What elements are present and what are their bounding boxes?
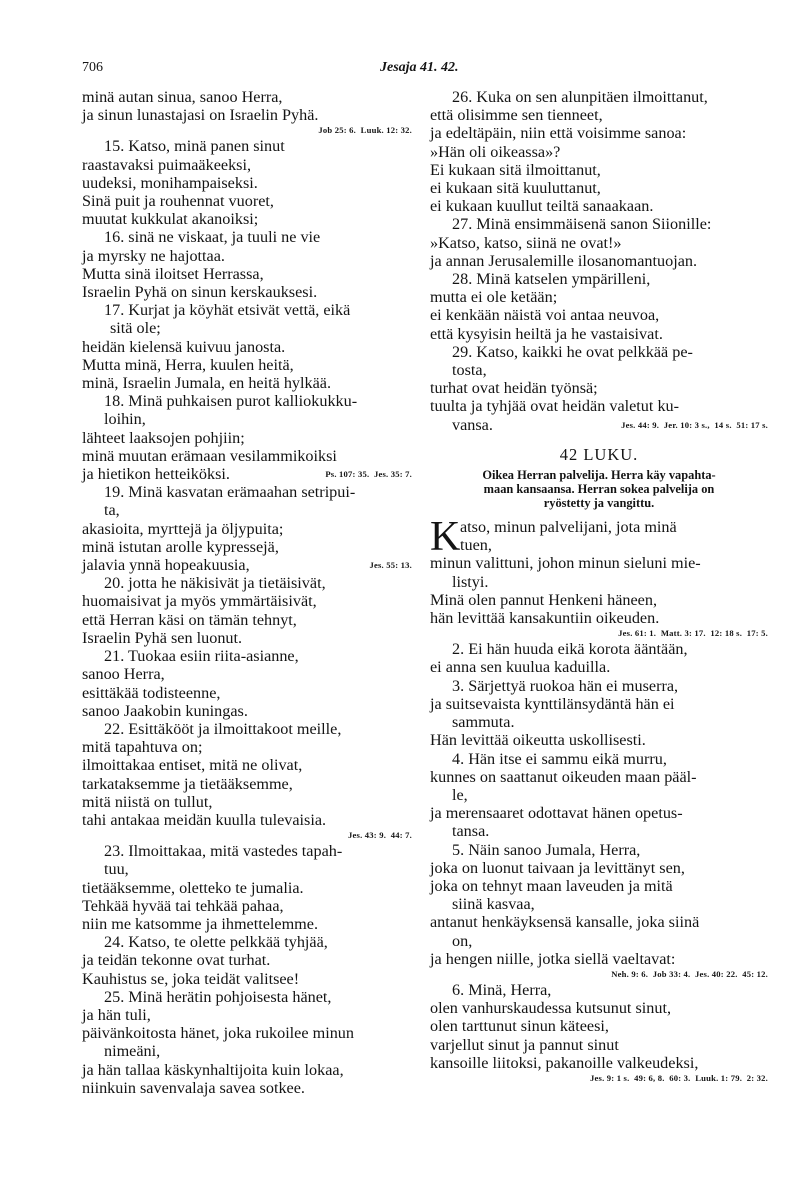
text-line (82, 951, 412, 969)
line-text: 25. Minä herätin pohjoisesta hänet, (104, 987, 332, 1006)
text-line (82, 156, 412, 174)
text-line (430, 179, 768, 197)
text-line (430, 786, 768, 804)
text-line (430, 270, 768, 288)
line-text: jalavia ynnä hopeakuusia, (82, 556, 250, 575)
text-line (430, 1017, 768, 1035)
text-line (430, 695, 768, 713)
line-text: Sinä puit ja rouhennat vuoret, (82, 192, 274, 211)
line-text: ja hietikon hetteiköksi. (82, 465, 230, 484)
text-line (430, 895, 768, 913)
text-line (430, 234, 768, 252)
line-text: akasioita, myrttejä ja öljypuita; (82, 519, 284, 538)
text-line (82, 860, 412, 878)
line-text: Israelin Pyhä on sinun kerskauksesi. (82, 283, 318, 302)
text-line (82, 647, 412, 665)
text-line (430, 1036, 768, 1054)
text-line (82, 88, 412, 106)
line-text: että olisimme sen tienneet, (430, 106, 603, 125)
text-line (430, 841, 768, 859)
chapter-summary-line: maan kansaansa. Herran sokea palvelija on (483, 482, 715, 497)
line-text: minä istutan arolle kypressejä, (82, 537, 279, 556)
line-text: niin me katsomme ja ihmettelemme. (82, 914, 319, 933)
line-text: ja merensaaret odottavat hänen opetus- (430, 804, 683, 823)
line-text: minä muutan erämaan vesilammikoiksi (82, 446, 337, 465)
line-text: 27. Minä ensimmäisenä sanon Siionille: (452, 215, 712, 234)
line-text: siinä kasvaa, (452, 895, 535, 914)
line-text: on, (452, 931, 473, 950)
text-line (430, 554, 768, 572)
chapter-summary (430, 468, 768, 510)
line-text: varjellut sinut ja pannut sinut (430, 1035, 619, 1054)
text-line (82, 447, 412, 465)
line-text: Tehkää hyvää tai tehkää pahaa, (82, 896, 284, 915)
text-line (430, 343, 768, 361)
line-text: 6. Minä, Herra, (452, 980, 552, 999)
text-line (430, 822, 768, 840)
line-text: ei kukaan kuullut teiltä sanaakaan. (430, 197, 654, 216)
chapter-heading: 42 LUKU. (559, 444, 639, 464)
line-text: le, (452, 785, 468, 804)
text-line (82, 174, 412, 192)
line-text: minä autan sinua, sanoo Herra, (82, 88, 283, 106)
line-text: ei kukaan sitä kuuluttanut, (430, 179, 601, 198)
line-text: hän levittää kansakuntiin oikeuden. (430, 609, 660, 628)
line-text: tahi antakaa meidän kuulla tulevaisia. (82, 810, 327, 829)
line-text: muutat kukkulat akanoiksi; (82, 210, 259, 229)
text-line (82, 988, 412, 1006)
line-text: ei kenkään näistä voi antaa neuvoa, (430, 306, 660, 325)
line-text: huomaisivat ja myös ymmärtäisivät, (82, 592, 317, 611)
text-line (82, 665, 412, 683)
text-line (430, 804, 768, 822)
text-line (430, 106, 768, 124)
line-text: Neh. 9: 6. Job 33: 4. Jes. 40: 22. 45: 12. (611, 968, 768, 979)
line-text: nimeäni, (104, 1042, 161, 1061)
line-text: 19. Minä kasvatan erämaahan setripui- (104, 483, 356, 502)
text-line (82, 793, 412, 811)
line-text: mutta ei ole ketään; (430, 288, 558, 307)
line-text: 21. Tuokaa esiin riita-asianne, (104, 647, 299, 666)
line-text: listyi. (452, 572, 489, 591)
line-text: ja sinun lunastajasi on Israelin Pyhä. (82, 106, 319, 125)
line-text: tarkataksemme ja tietääksemme, (82, 774, 293, 793)
text-line (430, 197, 768, 215)
line-text: Minä olen pannut Henkeni häneen, (430, 590, 658, 609)
line-text: ja teidän tekonne ovat turhat. (82, 951, 271, 970)
line-text: sammuta. (452, 713, 515, 732)
line-text: 28. Minä katselen ympärilleni, (452, 270, 651, 289)
line-text: että kysyisin heiltä ja he vastaisivat. (430, 324, 663, 343)
line-text: 17. Kurjat ja köyhät etsivät vettä, eikä (104, 301, 351, 320)
text-line (430, 252, 768, 270)
text-line (82, 611, 412, 629)
text-line (430, 161, 768, 179)
text-line (430, 397, 768, 415)
line-text: Mutta sinä iloitset Herrassa, (82, 264, 264, 283)
text-line (82, 429, 412, 447)
text-line (82, 265, 412, 283)
line-text: ja hengen niille, jotka siellä vaeltavat: (430, 949, 676, 968)
text-line (82, 483, 412, 501)
line-text: Jes. 61: 1. Matt. 3: 17. 12: 18 s. 17: 5. (618, 628, 768, 639)
text-line (82, 684, 412, 702)
line-text: Mutta minä, Herra, kuulen heitä, (82, 355, 294, 374)
text-line (82, 283, 412, 301)
text-line (430, 932, 768, 950)
line-text: 22. Esittäkööt ja ilmoittakoot meille, (104, 719, 342, 738)
text-line (82, 756, 412, 774)
line-text: ei anna sen kuulua kaduilla. (430, 658, 611, 677)
line-text: 4. Hän itse ei sammu eikä murru, (452, 749, 667, 768)
line-text: Jes. 9: 1 s. 49: 6, 8. 60: 3. Luuk. 1: 79. 2: 32. (590, 1072, 768, 1083)
text-line (82, 106, 412, 124)
text-line (82, 842, 412, 860)
text-line (82, 465, 412, 483)
text-line (82, 1079, 412, 1097)
line-text: sanoo Jaakobin kuningas. (82, 701, 248, 720)
text-line (82, 702, 412, 720)
cross-reference: Jes. 55: 13. (369, 560, 412, 571)
text-line (430, 731, 768, 749)
text-line (430, 88, 768, 106)
line-text: 26. Kuka on sen alunpitäen ilmoittanut, (452, 88, 708, 106)
line-text: ta, (104, 501, 120, 520)
line-text: sitä ole; (110, 319, 161, 338)
text-line (82, 137, 412, 155)
line-text: raastavaksi puimaäkeeksi, (82, 155, 252, 174)
text-line (430, 750, 768, 768)
line-text: tosta, (452, 361, 487, 380)
line-text: 18. Minä puhkaisen purot kalliokukku- (104, 392, 358, 411)
text-line (430, 573, 768, 591)
text-line (430, 677, 768, 695)
text-line (430, 591, 768, 609)
line-text: sanoo Herra, (82, 665, 165, 684)
line-text: lähteet laaksojen pohjiin; (82, 428, 245, 447)
line-text: ja myrsky ne hajottaa. (82, 246, 225, 265)
line-text: ja hän tallaa käskynhaltijoita kuin lokaa, (82, 1060, 344, 1079)
line-text: olen tarttunut sinun käteesi, (430, 1017, 609, 1036)
text-line (82, 629, 412, 647)
text-line: tuen, (460, 536, 492, 555)
text-line (430, 913, 768, 931)
text-line (430, 609, 768, 627)
line-text: tuulta ja tyhjää ovat heidän valetut ku- (430, 397, 680, 416)
line-text: että Herran käsi on tämän tehnyt, (82, 610, 297, 629)
cross-reference (82, 124, 412, 137)
line-text: heidän kielensä kuivuu janosta. (82, 337, 286, 356)
text-line (430, 713, 768, 731)
text-line (82, 1024, 412, 1042)
text-line (82, 374, 412, 392)
line-text: kunnes on saattanut oikeuden maan pääl- (430, 767, 697, 786)
line-text: joka on tehnyt maan laveuden ja mitä (430, 876, 673, 895)
chapter-summary-line: ryöstetty ja vangittu. (543, 496, 655, 511)
text-line (82, 228, 412, 246)
text-line (82, 392, 412, 410)
text-line (82, 501, 412, 519)
line-text: 5. Näin sanoo Jumala, Herra, (452, 840, 641, 859)
text-line (82, 301, 412, 319)
cross-reference: Jes. 44: 9. Jer. 10: 3 s., 14 s. 51: 17 s. (621, 419, 768, 430)
text-line (430, 215, 768, 233)
text-line (430, 416, 768, 434)
line-text: esittäkää todisteenne, (82, 683, 221, 702)
line-text: Jes. 43: 9. 44: 7. (348, 830, 412, 841)
line-text: Israelin Pyhä sen luonut. (82, 628, 243, 647)
cross-reference: Ps. 107: 35. Jes. 35: 7. (325, 469, 412, 480)
text-line (82, 933, 412, 951)
text-line (82, 720, 412, 738)
text-line (82, 338, 412, 356)
line-text: 23. Ilmoittakaa, mitä vastedes tapah- (104, 842, 343, 861)
line-text: loihin, (104, 410, 146, 429)
chapter-summary-line: Oikea Herran palvelija. Herra käy vapahta- (482, 468, 716, 483)
text-line (82, 538, 412, 556)
line-text: mitä tapahtuva on; (82, 738, 203, 757)
text-line (430, 877, 768, 895)
text-line (82, 247, 412, 265)
line-text: 15. Katso, minä panen sinut (104, 137, 285, 156)
text-line (430, 124, 768, 142)
text-line (82, 1061, 412, 1079)
line-text: ja edeltäpäin, niin että voisimme sanoa: (430, 124, 687, 143)
text-line (82, 319, 412, 337)
line-text: »Hän oli oikeassa»? (430, 142, 561, 161)
line-text: 29. Katso, kaikki he ovat pelkkää pe- (452, 342, 693, 361)
line-text: päivänkoitosta hänet, joka rukoilee minun (82, 1024, 354, 1043)
text-line (430, 768, 768, 786)
text-line (430, 143, 768, 161)
line-text: mitä niistä on tullut, (82, 792, 213, 811)
text-line (430, 640, 768, 658)
cross-reference (430, 968, 768, 981)
line-text: 24. Katso, te olette pelkkää tyhjää, (104, 933, 328, 952)
text-line (430, 658, 768, 676)
text-line (82, 520, 412, 538)
text-line (82, 192, 412, 210)
cross-reference (430, 1072, 768, 1085)
text-line (430, 950, 768, 968)
line-text: niinkuin savenvalaja savea sotkee. (82, 1078, 305, 1097)
text-line (82, 556, 412, 574)
text-line (430, 981, 768, 999)
text-line (82, 879, 412, 897)
text-line (82, 970, 412, 988)
text-line (82, 811, 412, 829)
line-text: 2. Ei hän huuda eikä korota ääntään, (452, 640, 688, 659)
line-text: »Katso, katso, siinä ne ovat!» (430, 233, 622, 252)
line-text: ja hän tuli, (82, 1005, 151, 1024)
line-text: kansoille liitoksi, pakanoille valkeudeksi, (430, 1053, 699, 1072)
text-line (82, 410, 412, 428)
text-line: atso, minun palvelijani, jota minä (460, 518, 677, 537)
text-line (82, 915, 412, 933)
page-number: 706 (82, 60, 103, 75)
text-line (82, 574, 412, 592)
line-text: minun valittuni, johon minun sieluni mie- (430, 554, 701, 573)
cross-reference (430, 627, 768, 640)
line-text: ja annan Jerusalemille ilosanomantuojan. (430, 251, 698, 270)
cross-reference (82, 829, 412, 842)
line-text: Job 25: 6. Luuk. 12: 32. (318, 125, 412, 136)
line-text: Kauhistus se, joka teidät valitsee! (82, 969, 300, 988)
text-line (430, 1054, 768, 1072)
line-text: 16. sinä ne viskaat, ja tuuli ne vie (104, 228, 321, 247)
line-text: Hän levittää oikeutta uskollisesti. (430, 731, 646, 750)
text-line (82, 1006, 412, 1024)
line-text: Ei kukaan sitä ilmoittanut, (430, 160, 601, 179)
drop-cap: K (430, 514, 461, 561)
text-line (82, 210, 412, 228)
line-text: joka on luonut taivaan ja levittänyt sen, (430, 858, 685, 877)
text-line (430, 379, 768, 397)
line-text: ja suitsevaista kynttilänsydäntä hän ei (430, 694, 675, 713)
line-text: tuu, (104, 860, 129, 879)
text-line (430, 859, 768, 877)
text-line (430, 361, 768, 379)
right-column (430, 88, 768, 1085)
line-text: tansa. (452, 822, 490, 841)
line-text: vansa. (452, 415, 493, 434)
chapter-41-ending (430, 88, 768, 434)
text-line (82, 592, 412, 610)
text-line (430, 325, 768, 343)
line-text: 3. Särjettyä ruokoa hän ei muserra, (452, 676, 679, 695)
text-line (82, 897, 412, 915)
line-text: ilmoittakaa entiset, mitä ne olivat, (82, 756, 303, 775)
text-line (430, 288, 768, 306)
line-text: olen vanhurskaudessa kutsunut sinut, (430, 999, 671, 1018)
line-text: turhat ovat heidän työnsä; (430, 379, 598, 398)
line-text: tietääksemme, oletteko te jumalia. (82, 878, 304, 897)
text-line (430, 999, 768, 1017)
line-text: minä, Israelin Jumala, en heitä hylkää. (82, 374, 332, 393)
line-text: antanut henkäyksensä kansalle, joka siinä (430, 913, 700, 932)
chapter-42-verses (430, 554, 768, 1084)
text-line (430, 306, 768, 324)
text-line (82, 738, 412, 756)
text-line (82, 1042, 412, 1060)
text-line (82, 356, 412, 374)
verse-1-opening (430, 514, 768, 561)
left-column (82, 88, 412, 1097)
line-text: 20. jotta he näkisivät ja tietäisivät, (104, 574, 326, 593)
running-head: Jesaja 41. 42. (380, 60, 459, 75)
text-line (82, 775, 412, 793)
line-text: uudeksi, monihampaiseksi. (82, 173, 258, 192)
